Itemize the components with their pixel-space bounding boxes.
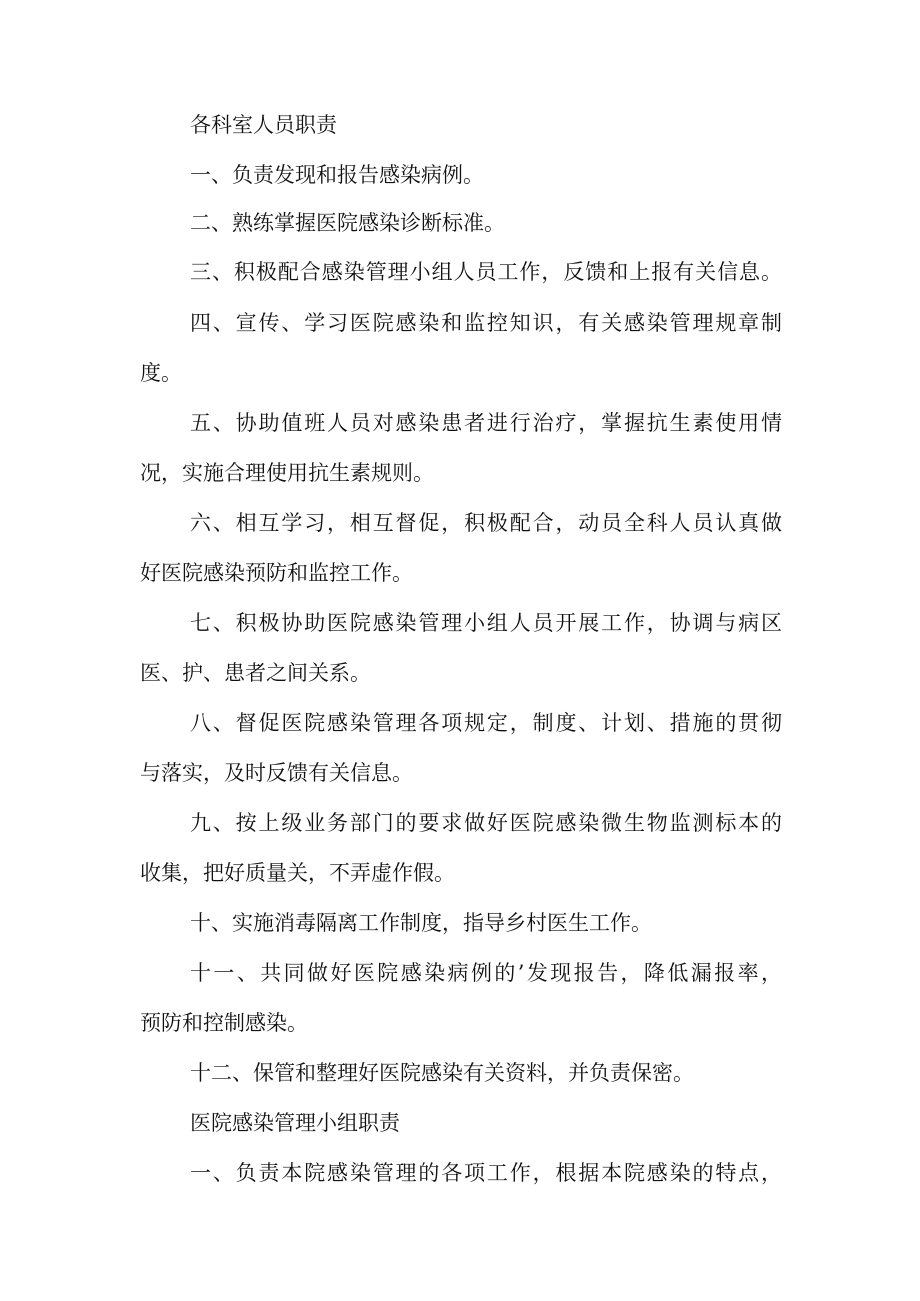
paragraph-line: 六、相互学习，相互督促，积极配合，动员全科人员认真做 bbox=[190, 511, 782, 535]
paragraph-line: 好医院感染预防和监控工作。 bbox=[140, 561, 413, 585]
paragraph-line: 九、按上级业务部门的要求做好医院感染微生物监测标本的 bbox=[190, 811, 782, 835]
paragraph-line: 预防和控制感染。 bbox=[140, 1011, 308, 1035]
paragraph-line: 医、护、患者之间关系。 bbox=[140, 661, 371, 685]
paragraph-line: 度。 bbox=[140, 361, 182, 385]
paragraph-line: 二、熟练掌握医院感染诊断标准。 bbox=[190, 211, 505, 235]
section-heading: 各科室人员职责 bbox=[190, 113, 337, 137]
paragraph-line: 与落实，及时反馈有关信息。 bbox=[140, 761, 413, 785]
section-heading: 医院感染管理小组职责 bbox=[190, 1111, 400, 1135]
paragraph-line: 十二、保管和整理好医院感染有关资料，并负责保密。 bbox=[190, 1061, 694, 1085]
paragraph-line: 七、积极协助医院感染管理小组人员开展工作，协调与病区 bbox=[190, 611, 782, 635]
paragraph-line: 十一、共同做好医院感染病例的’发现报告，降低漏报率， bbox=[190, 961, 782, 985]
paragraph-line: 收集，把好质量关，不弄虚作假。 bbox=[140, 861, 455, 885]
paragraph-line: 三、积极配合感染管理小组人员工作，反馈和上报有关信息。 bbox=[190, 260, 782, 284]
paragraph-line: 四、宣传、学习医院感染和监控知识，有关感染管理规章制 bbox=[190, 311, 782, 335]
paragraph-line: 五、协助值班人员对感染患者进行治疗，掌握抗生素使用情 bbox=[190, 411, 782, 435]
paragraph-line: 况，实施合理使用抗生素规则。 bbox=[140, 461, 434, 485]
paragraph-line: 一、负责发现和报告感染病例。 bbox=[190, 163, 484, 187]
paragraph-line: 八、督促医院感染管理各项规定，制度、计划、措施的贯彻 bbox=[190, 711, 782, 735]
paragraph-line: 一、负责本院感染管理的各项工作，根据本院感染的特点， bbox=[190, 1161, 782, 1185]
paragraph-line: 十、实施消毒隔离工作制度，指导乡村医生工作。 bbox=[190, 911, 652, 935]
